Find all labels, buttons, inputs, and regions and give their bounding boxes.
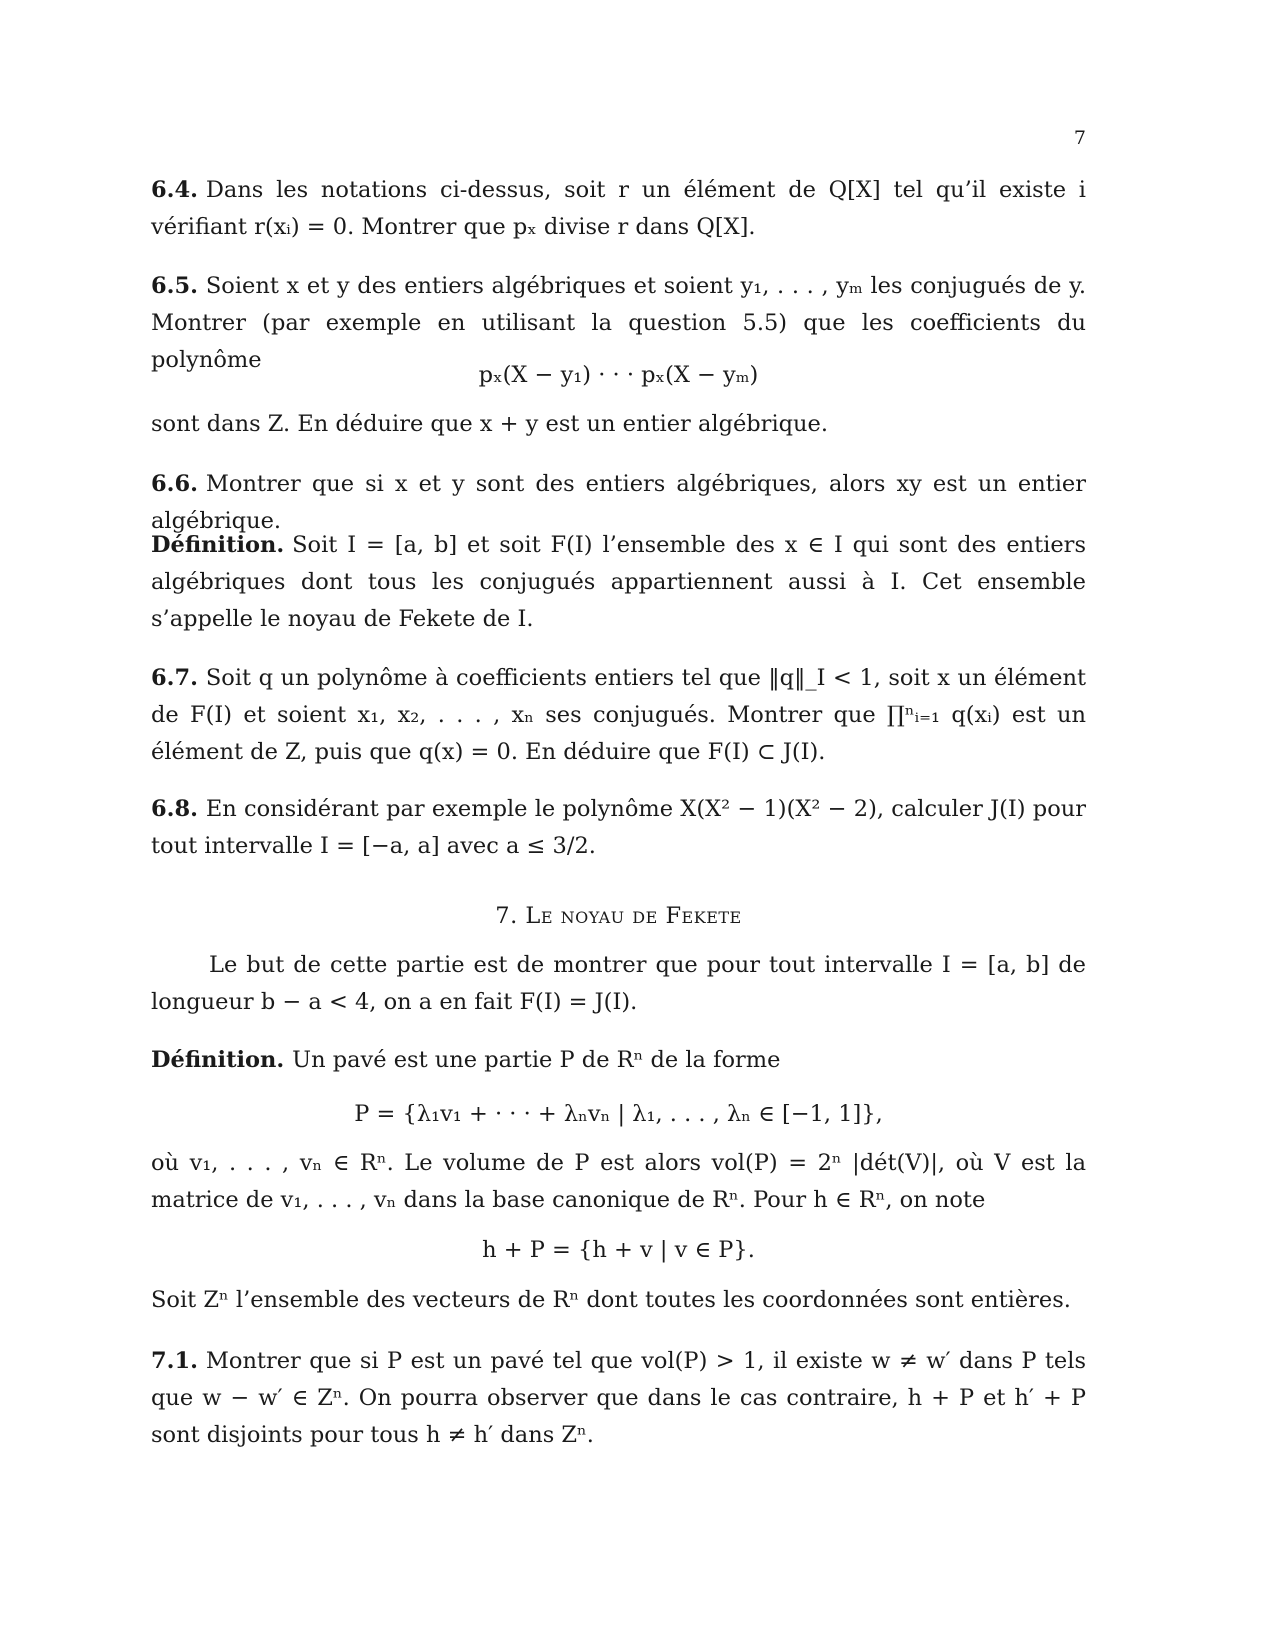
question-number: 7.1.	[151, 1348, 198, 1374]
display-formula: P = {λ₁v₁ + · · · + λₙvₙ | λ₁, . . . , λₙ ∈ [−1, 1]},	[354, 1101, 883, 1127]
paragraph-text: sont dans Z. En déduire que x + y est un entier algébrique.	[151, 411, 828, 437]
question-number: 6.5.	[151, 273, 198, 299]
section-intro	[151, 947, 1086, 1021]
definition-fekete	[151, 527, 1086, 638]
question-7-1	[151, 1343, 1086, 1454]
page-number: 7	[1073, 127, 1086, 149]
question-text: Soient x et y des entiers algébriques et soient y₁, . . . , yₘ les conjugués de y. Montrer (par exemple en utilisant la question 5.5) que les coefficients du polynôme	[151, 273, 1086, 373]
question-6-7	[151, 660, 1086, 771]
question-number: 6.8.	[151, 796, 198, 822]
question-text: En considérant par exemple le polynôme X(X² − 1)(X² − 2), calculer J(I) pour tout intervalle I = [−a, a] avec a ≤ 3/2.	[151, 796, 1086, 859]
paragraph	[151, 1145, 1086, 1219]
definition-heading: Définition.	[151, 1047, 285, 1073]
question-number: 6.4.	[151, 177, 198, 203]
paragraph-text: Soit Zⁿ l’ensemble des vecteurs de Rⁿ dont toutes les coordonnées sont entières.	[151, 1287, 1071, 1313]
display-formula: pₓ(X − y₁) · · · pₓ(X − yₘ)	[478, 362, 759, 388]
definition-text: Soit I = [a, b] et soit F(I) l’ensemble des x ∈ I qui sont des entiers algébriques dont tous les conjugués appartiennent aussi à I. Cet ensemble s’appelle le noyau de Fekete de I.	[151, 532, 1086, 632]
question-text: Dans les notations ci-dessus, soit r un élément de Q[X] tel qu’il existe i vérifiant r(xᵢ) = 0. Montrer que pₓ divise r dans Q[X].	[151, 177, 1086, 240]
question-text: Montrer que si x et y sont des entiers algébriques, alors xy est un entier algébrique.	[151, 471, 1086, 534]
definition-heading: Définition.	[151, 532, 285, 558]
question-number: 6.6.	[151, 471, 198, 497]
question-number: 6.7.	[151, 665, 198, 691]
definition-text: Un pavé est une partie P de Rⁿ de la forme	[292, 1047, 781, 1073]
question-6-8	[151, 791, 1086, 865]
intro-text: Le but de cette partie est de montrer que pour tout intervalle I = [a, b] de longueur b − a < 4, on a en fait F(I) = J(I).	[151, 952, 1086, 1015]
question-6-4	[151, 172, 1086, 246]
section-title: 7. Le noyau de Fekete	[495, 903, 742, 929]
question-text: Soit q un polynôme à coefficients entiers tel que ‖q‖_I < 1, soit x un élément de F(I) et soient x₁, x₂, . . . , xₙ ses conjugués. Montrer que ∏ⁿᵢ₌₁ q(xᵢ) est un élément de Z, puis que q(x) = 0. En déduire que F(I) ⊂ J(I).	[151, 665, 1086, 765]
question-text: Montrer que si P est un pavé tel que vol(P) > 1, il existe w ≠ w′ dans P tels que w − w′ ∈ Zⁿ. On pourra observer que dans le cas contraire, h + P et h′ + P sont disjoints pour tous h ≠ h′ dans Zⁿ.	[151, 1348, 1086, 1448]
paragraph-text: où v₁, . . . , vₙ ∈ Rⁿ. Le volume de P est alors vol(P) = 2ⁿ |dét(V)|, où V est la matrice de v₁, . . . , vₙ dans la base canonique de Rⁿ. Pour h ∈ Rⁿ, on note	[151, 1150, 1086, 1213]
definition-pave	[151, 1042, 1086, 1079]
display-formula: h + P = {h + v | v ∈ P}.	[482, 1237, 755, 1263]
paragraph	[151, 1282, 1086, 1319]
paragraph	[151, 406, 1086, 443]
